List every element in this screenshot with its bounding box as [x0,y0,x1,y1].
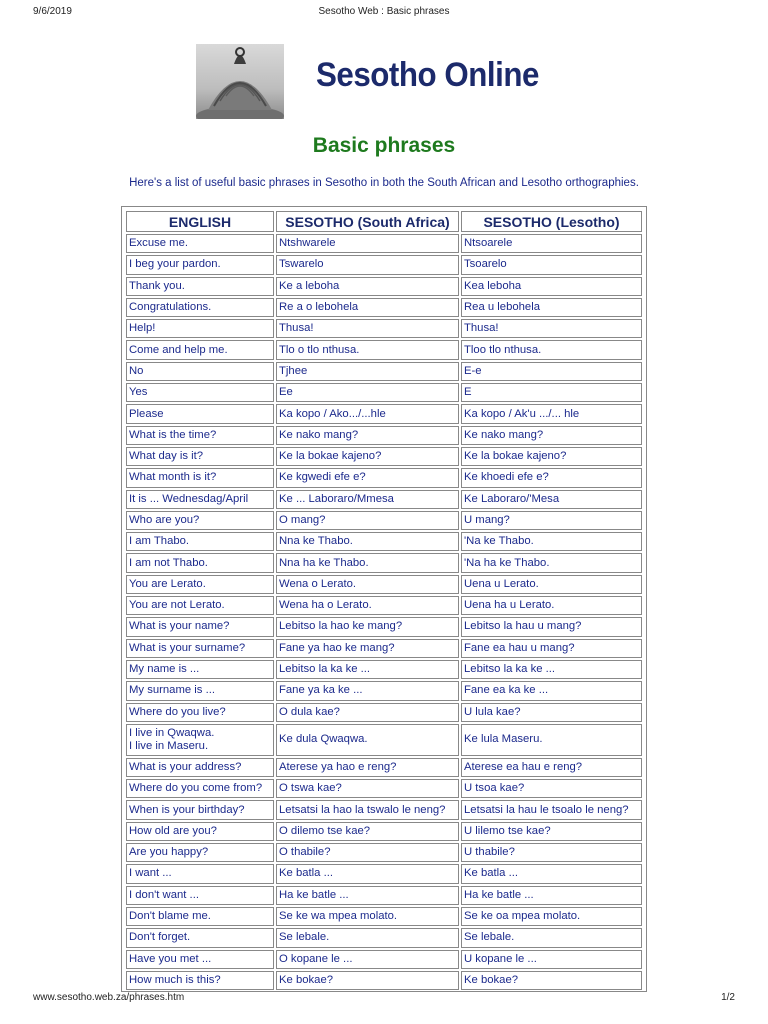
english-cell: Come and help me. [126,340,274,359]
english-cell: What is the time? [126,426,274,445]
table-row [126,681,642,700]
print-page-title: Sesotho Web : Basic phrases [318,6,450,17]
sesotho-sa-cell: Ke dula Qwaqwa. [276,724,459,756]
table-row [126,864,642,883]
table-row [126,532,642,551]
sesotho-sa-cell: Ke batla ... [276,864,459,883]
english-cell: I am Thabo. [126,532,274,551]
english-cell: What is your name? [126,617,274,636]
table-row [126,758,642,777]
table-row [126,277,642,296]
sesotho-ls-cell: Uena ha u Lerato. [461,596,642,615]
table-row [126,822,642,841]
sesotho-sa-cell: Wena ha o Lerato. [276,596,459,615]
sesotho-sa-cell: Re a o lebohela [276,298,459,317]
table-row [126,511,642,530]
sesotho-ls-cell: U mang? [461,511,642,530]
sesotho-sa-cell: Se ke wa mpea molato. [276,907,459,926]
sesotho-sa-cell: Ntshwarele [276,234,459,253]
table-header-row [126,211,642,232]
sesotho-ls-cell: Aterese ea hau e reng? [461,758,642,777]
sesotho-sa-cell: Ee [276,383,459,402]
sesotho-sa-cell: Tlo o tlo nthusa. [276,340,459,359]
sesotho-sa-cell: Ke ... Laboraro/Mmesa [276,490,459,509]
english-cell: When is your birthday? [126,800,274,819]
sesotho-ls-cell: Fane ea hau u mang? [461,639,642,658]
table-row [126,724,642,756]
sesotho-sa-cell: Letsatsi la hao la tswalo le neng? [276,800,459,819]
english-cell: How old are you? [126,822,274,841]
sesotho-sa-cell: O dilemo tse kae? [276,822,459,841]
header-english: ENGLISH [126,211,274,232]
table-row [126,800,642,819]
table-row [126,340,642,359]
english-cell: Thank you. [126,277,274,296]
sesotho-ls-cell: Se lebale. [461,928,642,947]
table-row [126,928,642,947]
sesotho-ls-cell: U tsoa kae? [461,779,642,798]
sesotho-sa-cell: Wena o Lerato. [276,575,459,594]
english-cell: What day is it? [126,447,274,466]
site-logo-text: Sesotho Online [316,56,539,94]
english-cell: I want ... [126,864,274,883]
print-url: www.sesotho.web.za/phrases.htm [33,992,185,1003]
sesotho-sa-cell: Tjhee [276,362,459,381]
sesotho-ls-cell: 'Na ha ke Thabo. [461,553,642,572]
english-cell: You are Lerato. [126,575,274,594]
sesotho-sa-cell: O thabile? [276,843,459,862]
sesotho-sa-cell: O dula kae? [276,703,459,722]
table-row [126,234,642,253]
sesotho-sa-cell: Ke a leboha [276,277,459,296]
site-banner[interactable] [196,44,572,119]
english-cell: What is your address? [126,758,274,777]
sesotho-sa-cell: Ke nako mang? [276,426,459,445]
sesotho-sa-cell: O kopane le ... [276,950,459,969]
english-cell: Yes [126,383,274,402]
sesotho-sa-cell: Se lebale. [276,928,459,947]
sesotho-sa-cell: Ka kopo / Ako.../...hle [276,404,459,423]
sesotho-ls-cell: U thabile? [461,843,642,862]
sesotho-sa-cell: Tswarelo [276,255,459,274]
sesotho-ls-cell: Ha ke batle ... [461,886,642,905]
sesotho-sa-cell: Ha ke batle ... [276,886,459,905]
table-row [126,575,642,594]
table-row [126,447,642,466]
english-cell: Help! [126,319,274,338]
print-page-number: 1/2 [721,992,735,1003]
sesotho-ls-cell: Thusa! [461,319,642,338]
english-cell: You are not Lerato. [126,596,274,615]
table-row [126,553,642,572]
sesotho-sa-cell: Lebitso la ka ke ... [276,660,459,679]
sesotho-sa-cell: Fane ya hao ke mang? [276,639,459,658]
sesotho-ls-cell: Lebitso la hau u mang? [461,617,642,636]
sesotho-sa-cell: Thusa! [276,319,459,338]
english-cell: Are you happy? [126,843,274,862]
phrase-table [121,206,647,992]
english-cell: My surname is ... [126,681,274,700]
sesotho-ls-cell: Ke batla ... [461,864,642,883]
sesotho-ls-cell: Fane ea ka ke ... [461,681,642,700]
sesotho-sa-cell: Ke la bokae kajeno? [276,447,459,466]
intro-text: Here's a list of useful basic phrases in Sesotho in both the South African and Lesotho orthographies. [129,177,639,189]
table-row [126,298,642,317]
english-cell: I beg your pardon. [126,255,274,274]
sesotho-sa-cell: Nna ha ke Thabo. [276,553,459,572]
sesotho-ls-cell: Letsatsi la hau le tsoalo le neng? [461,800,642,819]
english-cell: Please [126,404,274,423]
english-cell: Who are you? [126,511,274,530]
sesotho-ls-cell: Ke nako mang? [461,426,642,445]
sesotho-ls-cell: 'Na ke Thabo. [461,532,642,551]
table-row [126,779,642,798]
english-cell: I live in Qwaqwa. I live in Maseru. [126,724,274,756]
table-row [126,362,642,381]
english-cell: Where do you come from? [126,779,274,798]
sesotho-ls-cell: Rea u lebohela [461,298,642,317]
sesotho-sa-cell: Nna ke Thabo. [276,532,459,551]
sesotho-ls-cell: E [461,383,642,402]
english-cell: What month is it? [126,468,274,487]
english-cell: It is ... Wednesdag/April [126,490,274,509]
english-cell: My name is ... [126,660,274,679]
english-cell: Don't blame me. [126,907,274,926]
sesotho-ls-cell: Ka kopo / Ak'u .../... hle [461,404,642,423]
table-row [126,383,642,402]
sesotho-ls-cell: Ke Laboraro/'Mesa [461,490,642,509]
sesotho-ls-cell: Ke la bokae kajeno? [461,447,642,466]
table-row [126,843,642,862]
english-cell: I am not Thabo. [126,553,274,572]
table-row [126,596,642,615]
sesotho-sa-cell: Lebitso la hao ke mang? [276,617,459,636]
sesotho-sa-cell: Ke kgwedi efe e? [276,468,459,487]
sesotho-sa-cell: Aterese ya hao e reng? [276,758,459,777]
table-row [126,319,642,338]
english-cell: No [126,362,274,381]
table-row [126,426,642,445]
sesotho-ls-cell: Ke lula Maseru. [461,724,642,756]
table-row [126,468,642,487]
english-cell: How much is this? [126,971,274,990]
print-date: 9/6/2019 [33,6,72,17]
table-row [126,639,642,658]
phrases-table [124,209,644,992]
table-row [126,255,642,274]
table-row [126,660,642,679]
table-row [126,971,642,990]
sesotho-ls-cell: Se ke oa mpea molato. [461,907,642,926]
english-cell: Congratulations. [126,298,274,317]
table-row [126,404,642,423]
sesotho-ls-cell: Ntsoarele [461,234,642,253]
sesotho-ls-cell: Ke bokae? [461,971,642,990]
table-row [126,950,642,969]
sesotho-ls-cell: Lebitso la ka ke ... [461,660,642,679]
sesotho-ls-cell: Tsoarelo [461,255,642,274]
sesotho-ls-cell: Ke khoedi efe e? [461,468,642,487]
print-footer [0,992,768,1012]
english-cell: Have you met ... [126,950,274,969]
header-sesotho-south-africa: SESOTHO (South Africa) [276,211,459,232]
english-cell: Excuse me. [126,234,274,253]
table-row [126,907,642,926]
header-sesotho-lesotho: SESOTHO (Lesotho) [461,211,642,232]
sesotho-ls-cell: U lula kae? [461,703,642,722]
sesotho-ls-cell: E-e [461,362,642,381]
print-header [0,0,768,24]
sesotho-ls-cell: U kopane le ... [461,950,642,969]
table-row [126,490,642,509]
sesotho-sa-cell: O mang? [276,511,459,530]
table-row [126,617,642,636]
sesotho-ls-cell: U lilemo tse kae? [461,822,642,841]
english-cell: Don't forget. [126,928,274,947]
english-cell: I don't want ... [126,886,274,905]
sesotho-ls-cell: Kea leboha [461,277,642,296]
english-cell: What is your surname? [126,639,274,658]
table-row [126,703,642,722]
sesotho-ls-cell: Uena u Lerato. [461,575,642,594]
basotho-hat-image [196,44,284,119]
english-cell: Where do you live? [126,703,274,722]
page-title: Basic phrases [312,134,456,157]
sesotho-sa-cell: Ke bokae? [276,971,459,990]
sesotho-ls-cell: Tloo tlo nthusa. [461,340,642,359]
sesotho-sa-cell: Fane ya ka ke ... [276,681,459,700]
sesotho-sa-cell: O tswa kae? [276,779,459,798]
table-row [126,886,642,905]
